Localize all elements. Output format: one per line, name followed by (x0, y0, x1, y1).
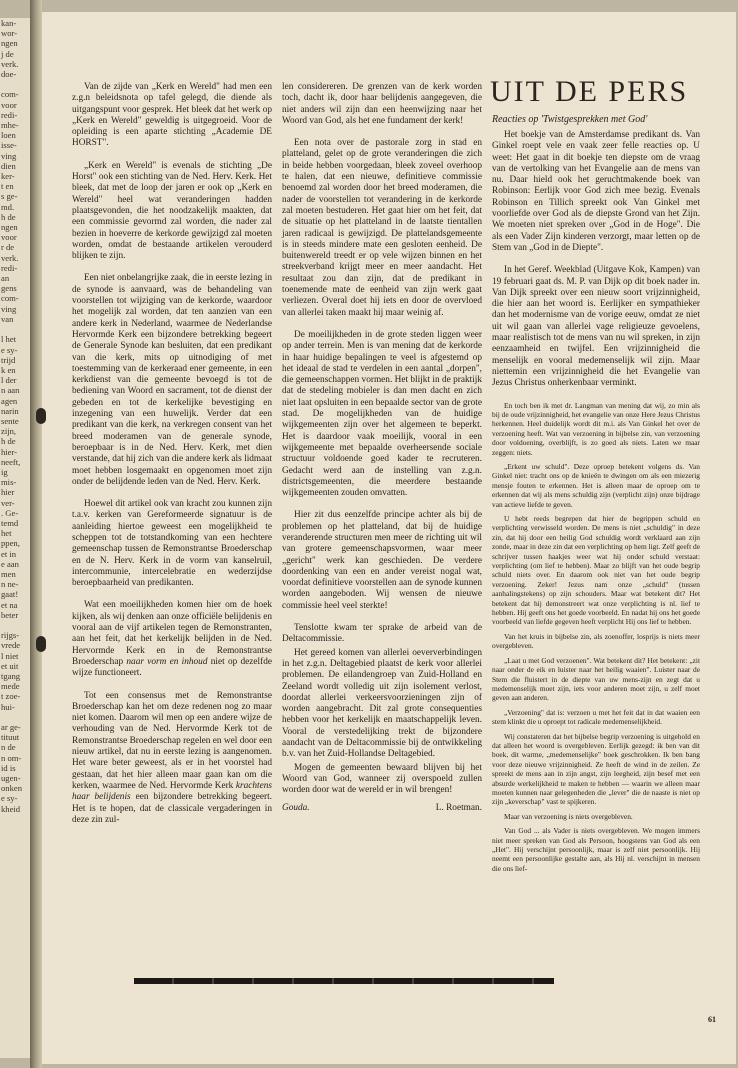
facing-page-fragment: doe- (1, 69, 17, 80)
facing-page-fragment: ngen (1, 38, 18, 49)
paragraph: Tenslotte kwam ter sprake de arbeid van de Deltacommissie. (282, 623, 482, 645)
facing-page-fragment: neeft, (1, 456, 21, 467)
paragraph-text: Tot een consensus met de Remonstrantse Broederschap kan het om deze redenen nog zo maar niet komen. Daarom wil men op een andere wijze de verhouding van de Ned. Hervormde Kerk tot de Remonstrantse Broederschap regelen en wel door een nieuw artikel, dat nu in eerste lezing is aangenomen. Het ware beter geweest, als er in het voorstel had gestaan, dat het hier alleen maar gaan kan om die kerken, waarmee de Ned. Hervormde Kerk (72, 690, 272, 791)
facing-page-fragment: kan- (1, 18, 17, 28)
paragraph: Mogen de gemeenten bewaard blijven bij het Woord van God, wanneer zij overspoeld zullen worden door wat de wereld er in wil brengen! (282, 762, 482, 796)
excerpt-paragraph: „Laat u met God verzoenen". Wat betekent dit? Het betekent: „zit naar onder de eik en luister naar het heilig waaien". Luister naar de Stem die fluistert in de diepte van uw mens-zijn en zegt dat u medemenselijk moet zijn, iets voor anderen moet zijn, u zelf moet geven aan anderen. (492, 655, 700, 703)
paragraph: Het gereed komen van allerlei oeververbindingen in het z.g.n. Deltagebied plaatst de kerk voor allerlei problemen. De eilandengroep van Zuid-Holland en Zeeland wordt volledig uit zijn isolement verlost, doordat allerlei verkeersvoorzieningen zijn of worden aangebracht. Dit zal grote consequenties hebben voor het kerkelijk en maatschappelijk leven. Vooral de verstedelijking trekt de bijzondere aandacht van de Deltacommissie bij de ontwikkeling b.v. van het Zuid-Hollandse Deltagebied. (282, 647, 482, 760)
facing-page-fragment: dien (1, 160, 16, 171)
facing-page-fragment: hui- (1, 701, 15, 712)
paragraph: Een niet onbelangrijke zaak, die in eerste lezing in de synode is aanvaard, was de behandeling van voorstellen tot wijziging van de kerkorde, waardoor het mogelijk zal worden, dat ten aanzien van een andere kerk in Nederland, waarmee de Nederlandse Hervormde Kerk een bijzondere betrekking begeert de Generale Synode kan besluiten, dat een predikant van die kerk, mits op uitnodiging of met toestemming van de kerkeraad ener gemeente, in een kerkdienst van die gemeente bevoegd is tot de bediening van Woord en sacrament, tot de dienst der gebeden en tot de kerkelijke bevestiging en inzegening van een huwelijk. Verder dat een predikant van die kerk, na verkregen consent van het breed moderamen van de generale synode, beroepbaar is in de Ned. Herv. Kerk, met dien verstande, dat hij zich van die andere kerk als lidmaat moet hebben losgemaakt en opgenomen moet zijn onder de belijdende leden van de Ned. Herv. Kerk. (72, 273, 272, 487)
emphasis: krachtens haar belijdenis (72, 780, 272, 803)
facing-page-fragment: et uit (1, 660, 19, 671)
column-middle (282, 82, 482, 814)
facing-page-fragment: h de (1, 211, 16, 222)
excerpt-paragraph: „Verzoening" dat is: verzoen u met het feit dat in dat waaien een stem klinkt die u oproept tot radicale medemenselijkheid. (492, 707, 700, 727)
facing-page-fragment: gens (1, 283, 17, 294)
paragraph-text: een bijzondere betrekking begeert. Het is te hopen, dat de classicale vergaderingen in deze zin zul- (72, 792, 272, 825)
facing-page-fragment: l niet (1, 650, 19, 661)
facing-page-fragment: t en (1, 181, 14, 192)
facing-page-fragment: ker- (1, 171, 15, 182)
facing-page-fragment: gaat! (1, 589, 19, 600)
facing-page-fragment: narin (1, 405, 19, 416)
facing-page-fragment: het (1, 528, 12, 539)
excerpt-paragraph: Maar van verzoening is niets overgebleven. (504, 811, 633, 821)
facing-page-fragment: k en (1, 364, 16, 375)
paragraph-text: Wat een moeilijkheden komen hier om de hoek kijken, als wij denken aan onze officiële belijdenis en vooral aan de vijf artikelen tegen de Remonstranten, aan het feit, dat het kerkelijk belijden in de Ned. Hervormde Kerk en in de Remonstrantse Broederschap (72, 600, 272, 667)
facing-page-fragment: r de (1, 242, 15, 253)
excerpt-paragraph: Van het kruis in bijbelse zin, als zoenoffer, losprijs is niets meer overgebleven. (492, 631, 700, 651)
facing-page-fragment: loen (1, 130, 16, 141)
facing-page-fragment: hier- (1, 446, 18, 457)
facing-page-fragment: t zoe- (1, 691, 21, 702)
facing-page-fragment: mis- (1, 477, 17, 488)
facing-page-fragment: md. (1, 201, 15, 212)
facing-page-fragment: com- (1, 293, 19, 304)
facing-page-fragment: ngen (1, 222, 18, 233)
paragraph-text: niet op dezelfde wijze functioneert. (72, 656, 272, 679)
facing-page-fragment: l het (1, 334, 17, 345)
divider-rule (134, 978, 554, 984)
section-title: UIT DE PERS (490, 75, 689, 108)
facing-page-fragment: s ge- (1, 191, 18, 202)
excerpt-paragraph: Van God ... als Vader is niets overgebleven. We mogen immers niet meer spreken van God als Persoon, hoogstens van God als een „Het". Hij verschijnt persoonlijk, maar is zelf niet persoonlijk. Hij neemt een persoonlijke gestalte aan, als Hij nl. verschijnt in mensen die ons lief- (492, 826, 700, 873)
facing-page-fragment: ugen- (1, 773, 21, 784)
facing-page-fragment: mede (1, 681, 20, 692)
emphasis: naar vorm en inhoud (126, 656, 208, 667)
excerpt-paragraph: „Erkent uw schuld". Deze oproep betekent volgens ds. Van Ginkel niet: tracht ons op de knieën te dwingen om als een miezerig mensje fouten te erkennen. Het is alleen maar de oproep om te erkennen dat wij als mens schuldig zijn (verplicht zijn) onze bijdrage van actieve liefde te geven. (492, 461, 700, 509)
facing-page-fragment: onken (1, 783, 23, 794)
facing-page-fragment: voor (1, 99, 17, 110)
facing-page-fragment: hier (1, 487, 15, 498)
facing-page-fragment: l der (1, 375, 17, 386)
facing-page-fragment: mhe- (1, 120, 19, 131)
binding-hole (36, 408, 46, 424)
facing-page-fragment: redi- (1, 109, 18, 120)
facing-page-fragment: kheid (1, 803, 21, 814)
facing-page-fragment: ver- (1, 497, 15, 508)
book-gutter (30, 0, 42, 1068)
facing-page-fragment: ar ge- (1, 722, 21, 733)
facing-page-fragment: temd (1, 517, 19, 528)
paragraph: De moeilijkheden in de grote steden liggen weer op ander terrein. Men is van mening dat de kerkorde in haar huidige bepalingen te veel is afgestemd op het ideaal de stad te verdelen in een aantal „dorpen", die gemeenschappen vormen. Het blijkt in de praktijk dat de stedeling mobieler is dan men dacht en zich niet laat opsluiten in een bepaalde sector van de grote stad. De mogelijkheden van de huidige wijkgemeenten zijn over het algemeen te beperkt. Het is daardoor vaak moeilijk, vooral in een wijkgemeente met bepaalde overheersende sociale structuur voldoende goed kader te recruteren. Gedacht werd aan de instelling van z.g.n. districtsgemeenten, die meerdere bestaande wijkgemeenten zouden omvatten. (282, 329, 482, 499)
paragraph (72, 691, 272, 827)
facing-page-fragment: sente (1, 415, 19, 426)
facing-page-fragment: et in (1, 548, 17, 559)
facing-page-fragment (1, 620, 30, 630)
excerpt-paragraph: Wij constateren dat het bijbelse begrip verzoening is uitgehold en dat alleen het woord is overgebleven. Eerlijk gezegd: ik ben van dit boek, dit warme, „medemenselijke" boek geschrokken. Ik ben bang voor deze nieuwe vrijzinnigheid. Ze heeft de wind in de zeilen. Ze spreekt de mens aan in zijn angst, zijn leegheid, zijn besef met een absurde werkelijkheid te maken te hebben — waarin we alleen maar moeten kunnen naar gelegenheden die „lever" die de naaste is niet op zijn „keverschap" vast te spijkeren. (492, 731, 700, 807)
quoted-excerpt (492, 401, 700, 874)
facing-page-fragment: ving (1, 303, 17, 314)
section-subtitle: Reacties op 'Twistgesprekken met God' (492, 114, 648, 125)
facing-page-fragment: men (1, 568, 16, 579)
facing-page-fragment: isse- (1, 140, 17, 151)
facing-page-fragment: beter (1, 609, 19, 620)
facing-page-fragment (1, 79, 30, 89)
facing-page-fragment: n ne- (1, 579, 19, 590)
paragraph: In het Geref. Weekblad (Uitgave Kok, Kampen) van 19 februari gaat ds. M. P. van Dijk op dit boek nader in. Van Dijk spreekt over een nieuw soort vrijzinnigheid, die hier aan het woord is. Eerlijker en sympathieker dan het modernisme van de vorige eeuw, omdat ze niet uit wil gaan van allerlei vage religieuze gevoelens, maar realistisch tot de mens van nu wil spreken, in zijn eenzaamheid en twijfel. Een vrijzinnigheid die menselijk en vooral medemenselijk wil zijn. Maar niettemin een vrijzinnigheid die het Evangelie van Jezus Christus onherkenbaar verminkt. (492, 265, 700, 389)
paragraph: Het boekje van de Amsterdamse predikant ds. Van Ginkel roept vele en vaak zeer felle reacties op. U weet: Het gaat in dit boekje ten diepste om de vraag van de vertolking van het Evangelie aan de mens van nu. Daar hield ook het geruchtmakende boek van Robinson: Eerlijk voor God zich mee bezig. Evenals Robinson en Tillich spreekt ook Van Ginkel met voorliefde over God als de diepste Grond van het Zijn. We moeten niet spreken over „God in de Hoge". Die als een Vader Zijn kinderen verzorgt, maar letten op de Stem van „God in de Diepte". (492, 130, 700, 253)
signature (282, 803, 482, 814)
paragraph (72, 600, 272, 679)
binding-hole (36, 636, 46, 652)
facing-page-fragment: an (1, 273, 10, 284)
facing-page-fragment: agen (1, 395, 18, 406)
facing-page-fragment: zijn, (1, 426, 17, 437)
paragraph: Hier zit dus eenzelfde principe achter als bij de problemen op het platteland, dat bij de huidige veranderende structuren men meer de richting uit wil van grotere gemeenschapsvormen, waar meer „gericht" werk kan geschieden. De verdere doordenking van een en ander vereist nogal wat, voordat definitieve voorstellen aan de synode kunnen worden aangeboden. Wij wensen de nieuwe commissie heel veel sterkte! (282, 510, 482, 611)
facing-page-fragment: e aan (1, 558, 19, 569)
facing-page-fragment: . Ge- (1, 507, 19, 518)
facing-page-fragment: ppen, (1, 538, 20, 549)
facing-page-fragment: vrede (1, 640, 21, 651)
signature-author: L. Roetman. (435, 802, 482, 813)
facing-page-fragment: trijd (1, 354, 16, 365)
facing-page-fragment: e sy- (1, 793, 18, 804)
magazine-page (42, 12, 736, 1064)
facing-page-fragment: ig (1, 466, 8, 477)
facing-page-edge (0, 18, 31, 1058)
facing-page-fragment: voor (1, 232, 17, 243)
facing-page-fragment: tituut (1, 732, 20, 743)
paragraph: Een nota over de pastorale zorg in stad en platteland, gelet op de grote veranderingen die zich in beide hebben voorgedaan, bleek zoveel overhoop te halen, dat een nieuwe, definitieve commissie benoemd zal worden door het breed moderamen, die nader de voorstellen tot verandering in de kerkorde zal moeten bestuderen. Het gaat hier om het feit, dat de situatie op het platteland in de laatste tientallen jaren radicaal is gewijzigd. De plattelandsgemeente is in steeds mindere mate een gesloten eenheid. De buitenwereld treedt er op vele wijzen binnen en het streekverband krijgt meer en meer aandacht. Het resultaat zou dan zijn, dat de predikant in toenemende mate de eenheid van zijn werk gaat verliezen. Overal doet hij iets en door de overvloed van allerlei taken maakt hij maar weinig af. (282, 138, 482, 318)
facing-page-fragment: j de (1, 48, 14, 59)
facing-page-fragment: e sy- (1, 344, 18, 355)
facing-page-fragment: wor- (1, 28, 18, 39)
facing-page-fragment: van (1, 313, 14, 324)
facing-page-fragment (1, 712, 30, 722)
excerpt-paragraph: U hebt reeds begrepen dat hier de begrippen schuld en verplichting verwisseld worden. De mens is niet „schuldig" in deze zin, dat hij door een heilig God schuldig wordt verklaard aan zijn zonde, maar in deze zin dat een verplichting op hem ligt. Zelf geeft de schrijver tussen haakjes weer wat hij onder schuld verstaat: verplichting (om lief te hebben). Maar zo blijft van het oude begrip schuld niets over. En daarom ook niet van het oude begrip verzoening. Zeker! Jezus nam onze „schuld" (tussen aanhalingstekens) op zijn schouders. Maar wat betekent dit? Het betekent dat hij demonstreert wat onze verplichting is nl. lief te hebben. Hij geeft ons het goede voorbeeld. En nadat hij ons het goede voorbeeld van liefde gegeven heeft verplicht Hij ons lief te hebben. (492, 514, 700, 627)
facing-page-fragment: n om- (1, 752, 22, 763)
facing-page-fragment: n de (1, 742, 16, 753)
facing-page-fragment: verk. (1, 252, 19, 263)
paragraph: „Kerk en Wereld" is evenals de stichting „De Horst" ook een stichting van de Ned. Herv. Kerk. Het bleek, dat met de loop der jaren er ook op „Kerk en Wereld" heel wat veranderingen hadden plaatsgevonden, die het noodzakelijk maakten, dat een commissie gevormd zal worden, die nader zal bezien in hoeverre de kerkorde gewijzigd zal moeten worden, omdat de bestaande artikelen verouderd blijken te zijn. (72, 160, 272, 262)
facing-page-fragment: verk. (1, 58, 19, 69)
column-right (492, 130, 700, 878)
facing-page-fragment: com- (1, 89, 19, 100)
excerpt-paragraph: En toch ben ik met dr. Langman van mening dat wij, zo min als bij de oude vrijzinnigheid, het evangelie van onze Here Jezus Christus herkennen. Heel duidelijk wordt dit m.i. als Van Ginkel het over de verzoening heeft. Wat van verzoening in bijbelse zin, van verzoening door voldoening, overblijft, is zo goed als niets. Laten we maar zeggen: niets. (492, 400, 700, 457)
facing-page-fragment: tgang (1, 671, 21, 681)
paragraph: Hoewel dit artikel ook van kracht zou kunnen zijn t.a.v. kerken van Gereformeerde signatuur is de aanleiding hiertoe geweest een mogelijkheid te scheppen tot de totstandkoming van een hechtere gemeenschap tussen de Remonstrantse Broederschap en de N. Herv. Kerk in de vorm van kanselruil, intercommunie, intercelebratie en wederzijdse beroepbaarheid van predikanten. (72, 499, 272, 589)
paragraph: len considereren. De grenzen van de kerk worden toch, dacht ik, door haar belijdenis aangegeven, die niet anders wil zijn dan een heenwijzing naar het Woord van God, als het ene fundament der kerk! (282, 82, 482, 126)
facing-page-fragment: rijgs- (1, 630, 20, 641)
facing-page-fragment: ving (1, 150, 17, 161)
facing-page-fragment (1, 324, 30, 334)
facing-page-fragment: h de (1, 436, 16, 447)
paragraph: Van de zijde van „Kerk en Wereld" had men een z.g.n beleidsnota op tafel gelegd, die diende als uitgangspunt voor gesprek. Het bleek dat het werk op „Kerk en Wereld" geweldig is uitgegroeid. Voor de opleiding is een aparte stichting „Academie DE HORST". (72, 82, 272, 149)
facing-page-fragment: n aan (1, 385, 20, 396)
page-number: 61 (708, 1015, 716, 1024)
facing-page-fragment: redi- (1, 262, 18, 273)
facing-page-fragment: id is (1, 762, 16, 773)
facing-page-fragment: et na (1, 599, 18, 610)
signature-place: Gouda. (282, 802, 310, 813)
column-left (72, 82, 272, 837)
